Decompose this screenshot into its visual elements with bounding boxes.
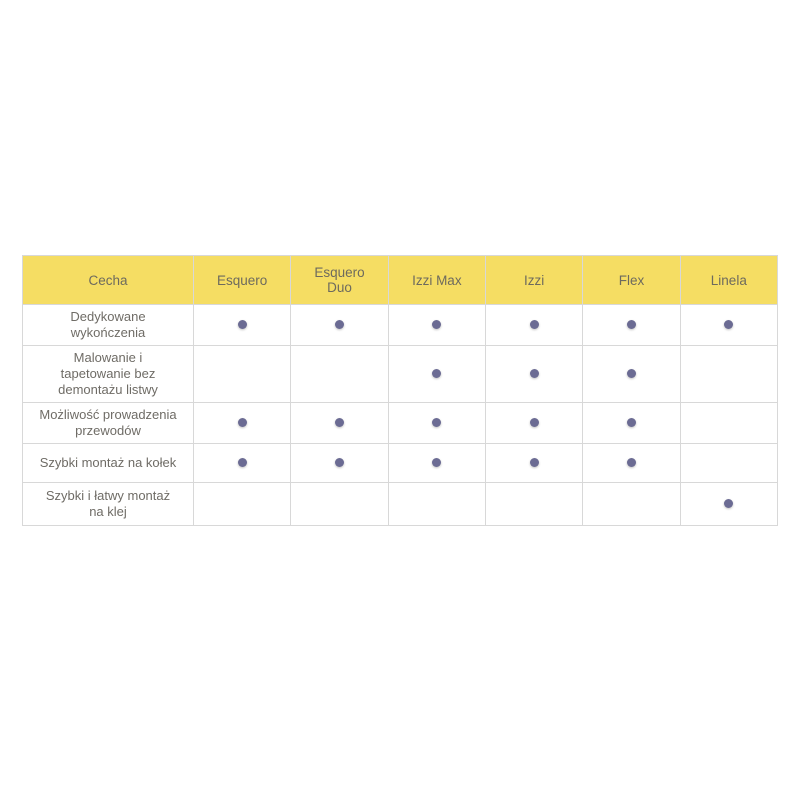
value-cell-esquero xyxy=(194,444,291,483)
column-header-flex xyxy=(583,256,680,305)
column-header-esquero-duo-label-line2: Duo xyxy=(327,280,352,295)
dot-marker xyxy=(335,320,344,329)
value-cell-esquero-duo xyxy=(291,483,388,526)
dot-marker xyxy=(335,458,344,467)
value-cell-izzi xyxy=(485,403,582,444)
value-cell-esquero xyxy=(194,305,291,346)
column-header-izzi-max-label: Izzi Max xyxy=(412,272,462,288)
value-cell-izzi-max xyxy=(388,403,485,444)
feature-label-line1: Szybki i łatwy montaż xyxy=(45,488,171,503)
dot-marker xyxy=(627,320,636,329)
dot-marker xyxy=(432,418,441,427)
dot-marker xyxy=(724,499,733,508)
dot-marker xyxy=(627,418,636,427)
table-row xyxy=(23,483,778,526)
value-cell-linela xyxy=(680,346,777,403)
value-cell-linela xyxy=(680,483,777,526)
value-cell-flex xyxy=(583,346,680,403)
value-cell-izzi xyxy=(485,305,582,346)
value-cell-izzi-max xyxy=(388,305,485,346)
column-header-esquero-duo xyxy=(291,256,388,305)
dot-marker xyxy=(432,320,441,329)
feature-label-cell xyxy=(23,483,194,526)
column-header-esquero-duo-label-line1: Esquero xyxy=(314,265,365,280)
value-cell-esquero xyxy=(194,403,291,444)
column-header-feature xyxy=(23,256,194,305)
value-cell-izzi-max xyxy=(388,444,485,483)
column-header-esquero xyxy=(194,256,291,305)
dot-marker xyxy=(432,369,441,378)
value-cell-linela xyxy=(680,305,777,346)
feature-label-line1: Dedykowane xyxy=(70,309,146,324)
value-cell-linela xyxy=(680,444,777,483)
value-cell-esquero xyxy=(194,346,291,403)
column-header-esquero-label: Esquero xyxy=(217,272,268,288)
value-cell-izzi xyxy=(485,444,582,483)
table-row xyxy=(23,346,778,403)
value-cell-izzi-max xyxy=(388,483,485,526)
value-cell-flex xyxy=(583,483,680,526)
feature-label-line2: przewodów xyxy=(75,423,141,438)
value-cell-izzi xyxy=(485,346,582,403)
feature-label-cell xyxy=(23,346,194,403)
column-header-linela xyxy=(680,256,777,305)
column-header-izzi-max xyxy=(388,256,485,305)
dot-marker xyxy=(238,458,247,467)
dot-marker xyxy=(530,320,539,329)
value-cell-esquero-duo xyxy=(291,403,388,444)
column-header-izzi xyxy=(485,256,582,305)
table-head xyxy=(23,256,778,305)
comparison-table-wrapper xyxy=(22,255,778,526)
table-row xyxy=(23,444,778,483)
dot-marker xyxy=(335,418,344,427)
dot-marker xyxy=(238,320,247,329)
dot-marker xyxy=(238,418,247,427)
value-cell-flex xyxy=(583,444,680,483)
feature-label-line2: wykończenia xyxy=(70,325,146,340)
comparison-table xyxy=(22,255,778,526)
feature-label-line2: na klej xyxy=(89,504,127,519)
dot-marker xyxy=(530,418,539,427)
value-cell-izzi xyxy=(485,483,582,526)
feature-label-line1: Szybki montaż na kołek xyxy=(39,455,177,470)
value-cell-linela xyxy=(680,403,777,444)
table-row xyxy=(23,305,778,346)
feature-label-cell xyxy=(23,305,194,346)
feature-label-line3: demontażu listwy xyxy=(58,382,158,397)
dot-marker xyxy=(432,458,441,467)
table-header-row xyxy=(23,256,778,305)
column-header-izzi-label: Izzi xyxy=(524,272,545,288)
column-header-feature-label: Cecha xyxy=(88,272,128,288)
feature-label-line2: tapetowanie bez xyxy=(60,366,156,381)
table-row xyxy=(23,403,778,444)
value-cell-flex xyxy=(583,403,680,444)
value-cell-esquero-duo xyxy=(291,444,388,483)
feature-label-cell xyxy=(23,403,194,444)
dot-marker xyxy=(530,458,539,467)
value-cell-izzi-max xyxy=(388,346,485,403)
dot-marker xyxy=(724,320,733,329)
value-cell-esquero-duo xyxy=(291,305,388,346)
value-cell-flex xyxy=(583,305,680,346)
feature-label-line1: Możliwość prowadzenia xyxy=(39,407,177,422)
feature-label-cell xyxy=(23,444,194,483)
dot-marker xyxy=(627,369,636,378)
value-cell-esquero xyxy=(194,483,291,526)
column-header-linela-label: Linela xyxy=(710,272,747,288)
table-body xyxy=(23,305,778,526)
dot-marker xyxy=(530,369,539,378)
column-header-flex-label: Flex xyxy=(618,272,645,288)
feature-label-line1: Malowanie i xyxy=(73,350,143,365)
dot-marker xyxy=(627,458,636,467)
value-cell-esquero-duo xyxy=(291,346,388,403)
